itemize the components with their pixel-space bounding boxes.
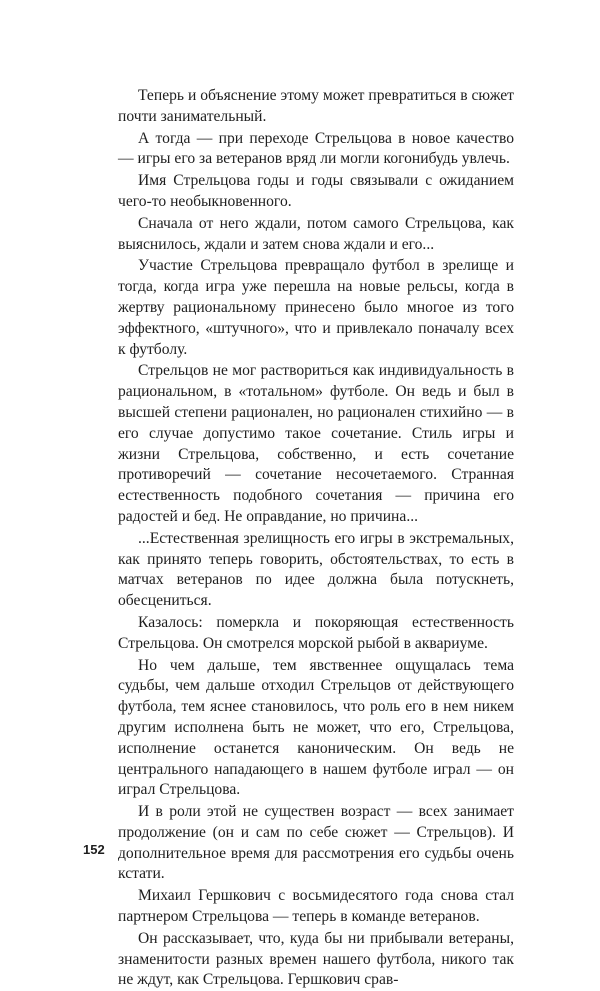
paragraph-6: Стрельцов не мог раствориться как индивидуальность в рациональном, в «тотальном» футболе. Он ведь и был в высшей степени рационален, но рационален стихийно — в его случае допустимо такое сочетание. Стиль игры и жизни Стрельцова, собственно, и есть сочетание противоречий — сочетание несочетаемого. Странная естественность подобного сочетания — причина его радостей и бед. Не оправдание, но причина... — [118, 362, 514, 525]
paragraph-9: Но чем дальше, тем явственнее ощущалась тема судьбы, чем дальше отходил Стрельцов от действующего футбола, тем яснее становилось, что роль его в нем никем другим исполнена быть не может, что его, Стрельцова, исполнение останется каноническим. Он ведь не центрального нападающего в нашем футболе играл — он играл Стрельцова. — [118, 656, 514, 799]
paragraph-3: Имя Стрельцова годы и годы связывали с ожиданием чего-то необыкновенного. — [118, 172, 514, 210]
paragraph-10: И в роли этой не существен возраст — всех занимает продолжение (он и сам по себе сюжет — Стрельцов). И дополнительное время для рассмотрения его судьбы очень кстати. — [118, 803, 514, 883]
paragraph-7: ...Естественная зрелищность его игры в экстремальных, как принято теперь говорить, обстоятельствах, то есть в матчах ветеранов по идее должна была потускнеть, обесцениться. — [118, 529, 514, 610]
paragraph-1: Теперь и объяснение этому может превратиться в сюжет почти занимательный. — [118, 87, 514, 125]
paragraph-8: Казалось: померкла и покоряющая естественность Стрельцова. Он смотрелся морской рыбой в аквариуме. — [118, 613, 514, 652]
paragraph-4: Сначала от него ждали, потом самого Стрельцова, как выяснилось, ждали и затем снова ждали и его... — [118, 214, 514, 253]
paragraph-2: А тогда — при переходе Стрельцова в новое качество — игры его за ветеранов вряд ли могли когонибудь увлечь. — [118, 129, 514, 168]
body-text — [118, 86, 514, 991]
paragraph-12: Он рассказывает, что, куда бы ни прибывали ветераны, знаменитости разных времен нашего футбола, никого так не ждут, как Стрельцова. Гершкович срав- — [118, 929, 514, 989]
page-number: 152 — [83, 842, 105, 857]
paragraph-5: Участие Стрельцова превращало футбол в зрелище и тогда, когда игра уже перешла на новые рельсы, когда в жертву рациональному принесено было многое из того эффектного, «штучного», что и привлекало поначалу всех к футболу. — [118, 257, 514, 358]
paragraph-11: Михаил Гершкович с восьмидесятого года снова стал партнером Стрельцова — теперь в команде ветеранов. — [118, 887, 514, 926]
